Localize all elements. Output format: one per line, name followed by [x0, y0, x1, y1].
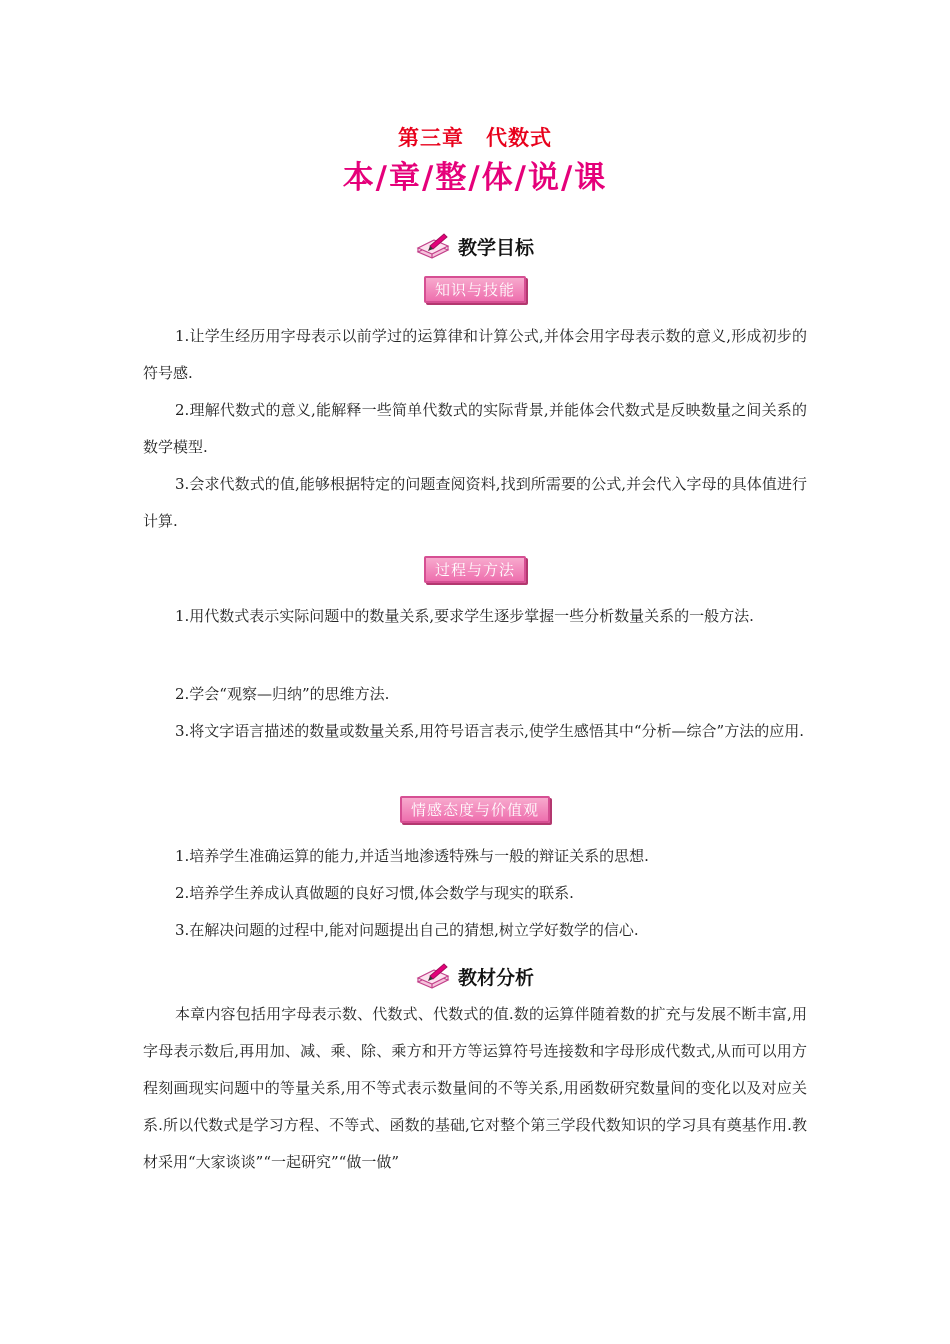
process-item-1: 1.用代数式表示实际问题中的数量关系,要求学生逐步掌握一些分析数量关系的一般方法.: [175, 607, 754, 625]
emotion-item-2: 2.培养学生养成认真做题的良好习惯,体会数学与现实的联系.: [175, 884, 574, 902]
chapter-title: 第三章 代数式: [398, 126, 552, 150]
knowledge-item-1: 1.让学生经历用字母表示以前学过的运算律和计算公式,并体会用字母表示数的意义,形成初步的符号感.: [143, 327, 807, 382]
tag-emotion: [0, 796, 950, 823]
chapter-banner: 本/章/整/体/说/课: [342, 160, 608, 196]
tag-label: 情感态度与价值观: [400, 796, 550, 823]
emotion-item-3: 3.在解决问题的过程中,能对问题提出自己的猜想,树立学好数学的信心.: [175, 921, 639, 939]
section-title: 教材分析: [457, 966, 534, 989]
emotion-item-1: 1.培养学生准确运算的能力,并适当地渗透特殊与一般的辩证关系的思想.: [175, 847, 649, 865]
tag-label: 过程与方法: [424, 556, 526, 583]
tag-label: 知识与技能: [424, 276, 526, 303]
tag-process: [0, 556, 950, 583]
book-pen-icon: [416, 962, 450, 990]
section-teaching-goals: [0, 232, 950, 265]
analysis-paragraph: 本章内容包括用字母表示数、代数式、代数式的值.数的运算伴随着数的扩充与发展不断丰富,用字母表示数后,再用加、减、乘、除、乘方和开方等运算符号连接数和字母形成代数式,从而可以用方程刻画现实问题中的等量关系,用不等式表示数量间的不等关系,用函数研究数量间的变化以及对应关系.所以代数式是学习方程、不等式、函数的基础,它对整个第三学段代数知识的学习具有奠基作用.教材采用“大家谈谈”“一起研究”“做一做”: [143, 1005, 807, 1171]
section-title: 教学目标: [457, 236, 534, 259]
knowledge-item-2: 2.理解代数式的意义,能解释一些简单代数式的实际背景,并能体会代数式是反映数量之间关系的数学模型.: [143, 401, 807, 456]
section-material-analysis: [0, 962, 950, 995]
knowledge-item-3: 3.会求代数式的值,能够根据特定的问题查阅资料,找到所需要的公式,并会代入字母的具体值进行计算.: [143, 475, 807, 530]
tag-knowledge: [0, 276, 950, 303]
book-pen-icon: [416, 232, 450, 260]
process-item-2: 2.学会“观察—归纳”的思维方法.: [175, 685, 390, 703]
process-item-3: 3.将文字语言描述的数量或数量关系,用符号语言表示,使学生感悟其中“分析—综合”方法的应用.: [175, 722, 804, 740]
